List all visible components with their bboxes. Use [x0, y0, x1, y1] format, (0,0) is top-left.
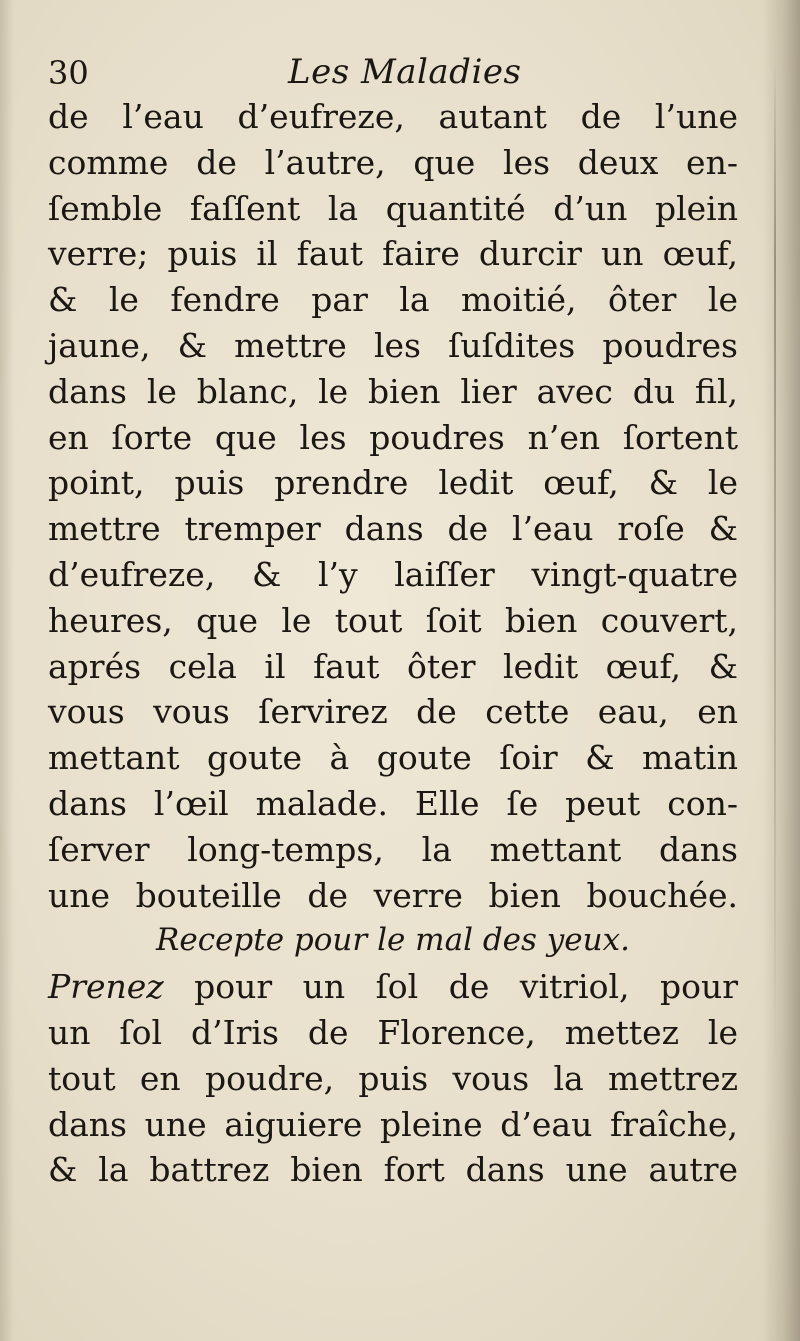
- text-line: comme de l’autre, que les deux en-: [48, 142, 738, 182]
- text-line: tout en poudre, puis vous la mettrez: [48, 1058, 738, 1098]
- text-line: ſerver long-temps, la mettant dans: [48, 829, 738, 869]
- page-header: [48, 48, 738, 94]
- text-line: une bouteille de verre bien bouchée.: [48, 875, 738, 915]
- text-line: mettant goute à goute ſoir & matin: [48, 738, 738, 778]
- text-line: & le fendre par la moitié, ôter le: [48, 280, 738, 320]
- page-left-edge-shadow: [0, 0, 14, 1341]
- text-line: vous vous ſervirez de cette eau, en: [48, 692, 738, 732]
- page-number: 30: [48, 54, 89, 92]
- text-line: ſemble faſſent la quantité d’un plein: [48, 188, 738, 228]
- text-line: mettre tremper dans de l’eau roſe &: [48, 509, 738, 549]
- text-line: aprés cela il faut ôter ledit œuf, &: [48, 646, 738, 686]
- page-gutter-shadow: [762, 0, 800, 1341]
- text-line: dans l’œil malade. Elle ſe peut con-: [48, 783, 738, 823]
- running-title: Les Maladies: [288, 52, 522, 92]
- text-line: [48, 964, 738, 1010]
- paragraph-continued: [48, 94, 738, 918]
- recipe-first-line-rest: pour un ſol de vitriol, pour: [163, 967, 738, 1007]
- page-edge-line: [774, 60, 776, 1060]
- text-line: de l’eau d’eufreze, autant de l’une: [48, 97, 738, 136]
- recipe-paragraph: [48, 964, 738, 1193]
- text-line: verre; puis il faut faire durcir un œuf,: [48, 234, 738, 274]
- text-line: point, puis prendre ledit œuf, & le: [48, 463, 738, 503]
- text-line: dans le blanc, le bien lier avec du fil,: [48, 371, 738, 411]
- text-line: en ſorte que les poudres n’en ſortent: [48, 417, 738, 457]
- text-line: & la battrez bien fort dans une autre: [48, 1150, 738, 1190]
- recipe-heading: Recepte pour le mal des yeux.: [156, 922, 630, 959]
- text-line: un ſol d’Iris de Florence, mettez le: [48, 1012, 738, 1052]
- text-block: [48, 48, 738, 1193]
- recipe-first-word: Prenez: [48, 967, 164, 1007]
- text-line: dans une aiguiere pleine d’eau fraîche,: [48, 1104, 738, 1144]
- text-line: heures, que le tout ſoit bien couvert,: [48, 600, 738, 640]
- text-line: jaune, & mettre les ſuſdites poudres: [48, 325, 738, 365]
- text-line: d’eufreze, & l’y laiſſer vingt-quatre: [48, 554, 738, 594]
